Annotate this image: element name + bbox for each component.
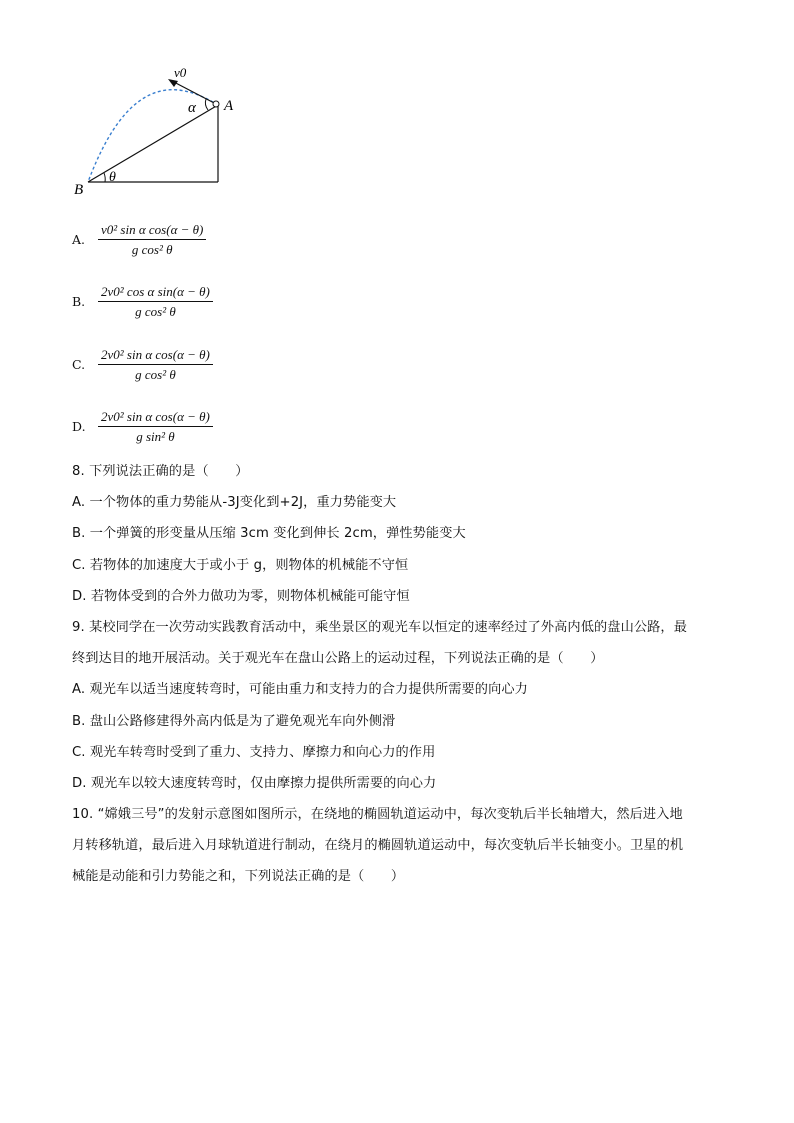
q8-option-c[interactable]: C. 若物体的加速度大于或小于 g，则物体的机械能不守恒 — [72, 557, 409, 573]
q8-option-d[interactable]: D. 若物体受到的合外力做功为零，则物体机械能可能守恒 — [72, 588, 410, 604]
option-label: B. — [72, 294, 86, 309]
label-v0: v0 — [174, 65, 187, 80]
q9-stem-line-2: 终到达目的地开展活动。关于观光车在盘山公路上的运动过程，下列说法正确的是（ ） — [72, 651, 604, 667]
q9-stem-line-1: 9. 某校同学在一次劳动实践教育活动中，乘坐景区的观光车以恒定的速率经过了外高内低的盘山公路，最 — [72, 619, 688, 635]
option-label: D. — [72, 419, 86, 434]
questions-block — [72, 456, 726, 893]
alpha-arc — [205, 99, 208, 110]
incline-line — [88, 105, 218, 182]
option-formula: $\frac{\text{v0² sin α cos(α − θ)}}{\text{g cos² θ}}$ — [98, 222, 206, 258]
label-alpha: α — [188, 100, 196, 116]
q9-option-b[interactable]: B. 盘山公路修建得外高内低是为了避免观光车向外侧滑 — [72, 713, 396, 729]
label-theta: θ — [109, 170, 116, 185]
option-label: C. — [72, 357, 86, 372]
option-formula: $\frac{\text{2v0² cos α sin(α − θ)}}{\text{g cos² θ}}$ — [98, 284, 213, 320]
theta-arc — [104, 173, 105, 182]
label-a: A — [224, 98, 234, 114]
q8-stem: 8. 下列说法正确的是（ ） — [72, 464, 249, 479]
q9-option-c[interactable]: C. 观光车转弯时受到了重力、支持力、摩擦力和向心力的作用 — [72, 744, 436, 760]
label-b: B — [74, 182, 84, 198]
option-label: A. — [72, 232, 86, 247]
q8-option-b[interactable]: B. 一个弹簧的形变量从压缩 3cm 变化到伸长 2cm，弹性势能变大 — [72, 526, 466, 542]
q9-option-d[interactable]: D. 观光车以较大速度转弯时，仅由摩擦力提供所需要的向心力 — [72, 775, 437, 791]
point-a-marker — [213, 101, 219, 107]
option-formula: $\frac{\text{2v0² sin α cos(α − θ)}}{\text{g sin² θ}}$ — [98, 409, 213, 445]
q9-option-a[interactable]: A. 观光车以适当速度转弯时，可能由重力和支持力的合力提供所需要的向心力 — [72, 682, 528, 698]
q8-option-a[interactable]: A. 一个物体的重力势能从-3J变化到+2J，重力势能变大 — [72, 495, 397, 511]
q10-stem-line-1: 10. “嫦娥三号”的发射示意图如图所示，在绕地的椭圆轨道运动中，每次变轨后半长轴增大，然后进入地 — [72, 807, 683, 823]
arrow-head-icon — [168, 79, 178, 87]
projectile-incline-figure — [60, 60, 260, 204]
q10-stem-line-2: 月转移轨道，最后进入月球轨道进行制动，在绕月的椭圆轨道运动中，每次变轨后半长轴变小。卫星的机 — [72, 838, 684, 854]
trajectory-curve — [88, 90, 218, 182]
q10-stem-line-3: 械能是动能和引力势能之和，下列说法正确的是（ ） — [72, 869, 405, 885]
option-formula: $\frac{\text{2v0² sin α cos(α − θ)}}{\text{g cos² θ}}$ — [98, 347, 213, 383]
